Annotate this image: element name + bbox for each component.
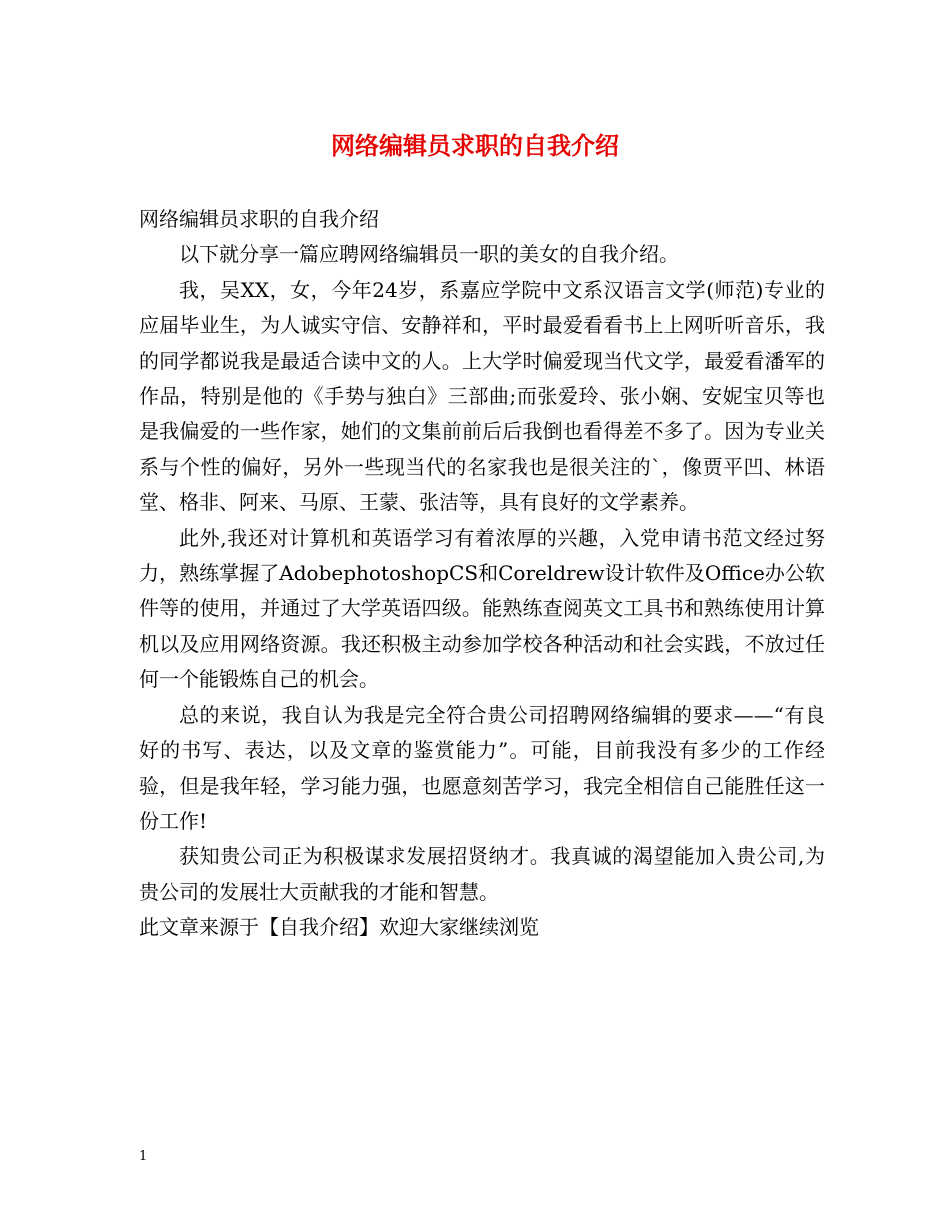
paragraph-summary: 总的来说，我自认为我是完全符合贵公司招聘网络编辑的要求——“有良好的书写、表达，以及文章的鉴赏能力”。可能，目前我没有多少的工作经验，但是我年轻，学习能力强，也愿意刻苦学习，我完全相信自己能胜任这一份工作! [139, 702, 825, 833]
paragraph-skills: 此外,我还对计算机和英语学习有着浓厚的兴趣，入党申请书范文经过努力，熟练掌握了AdobephotoshopCS和Coreldrew设计软件及Office办公软件等的使用，并通过了大学英语四级。能熟练查阅英文工具书和熟练使用计算机以及应用网络资源。我还积极主动参加学校各种活动和社会实践，不放过任何一个能锻炼自己的机会。 [139, 525, 825, 692]
paragraph-background: 我，吴XX，女，今年24岁，系嘉应学院中文系汉语言文学(师范)专业的应届毕业生，为人诚实守信、安静祥和，平时最爱看看书上上网听听音乐，我的同学都说我是最适合读中文的人。上大学时偏爱现当代文学，最爱看潘军的作品，特别是他的《手势与独白》三部曲;而张爱玲、张小娴、安妮宝贝等也是我偏爱的一些作家，她们的文集前前后后我倒也看得差不多了。因为专业关系与个性的偏好，另外一些现当代的名家我也是很关注的`，像贾平凹、林语堂、格非、阿来、马原、王蒙、张洁等，具有良好的文学素养。 [139, 277, 825, 515]
document-subtitle: 网络编辑员求职的自我介绍 [139, 207, 379, 231]
page-number: 1 [139, 1149, 148, 1164]
document-title: 网络编辑员求职的自我介绍 [331, 131, 619, 160]
paragraph-intro: 以下就分享一篇应聘网络编辑员一职的美女的自我介绍。 [179, 242, 679, 267]
source-note: 此文章来源于【自我介绍】欢迎大家继续浏览 [139, 915, 539, 940]
paragraph-closing: 获知贵公司正为积极谋求发展招贤纳才。我真诚的渴望能加入贵公司,为贵公司的发展壮大贡献我的才能和智慧。 [139, 844, 825, 904]
document-body [139, 202, 825, 946]
